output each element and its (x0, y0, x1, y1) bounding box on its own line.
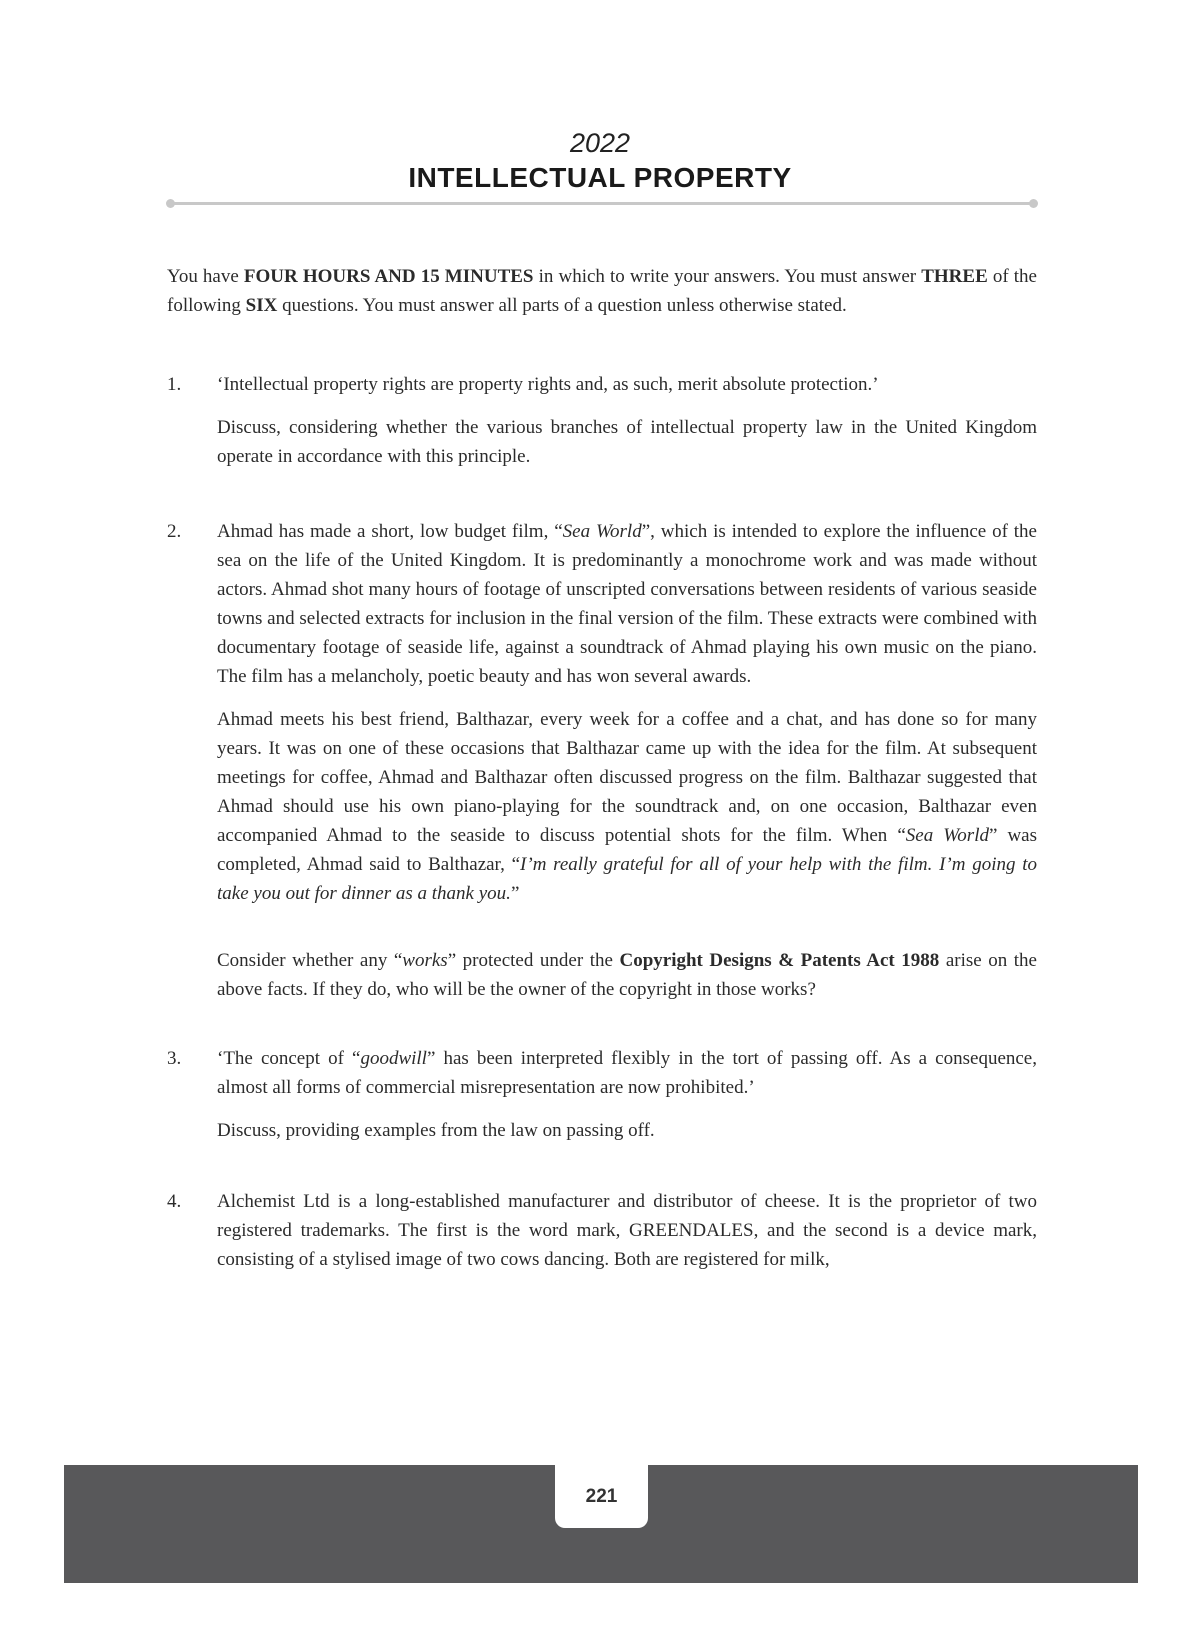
page-footer (64, 1465, 1138, 1583)
paragraph-text: ” protected under the (447, 950, 620, 971)
statute-name: Copyright Designs & Patents Act 1988 (619, 950, 940, 971)
exam-year: 2022 (569, 128, 631, 158)
divider-dot-right (1029, 199, 1038, 208)
question-number: 3. (167, 1048, 182, 1069)
paragraph-text: ”, which is intended to explore the influence of the sea on the life of the United Kingdom. It is predominantly a monochrome work and was made without actors. Ahmad shot many hours of footage of unscripted conversations between residents of various seaside towns and selected extracts for inclusion in the final version of the film. These extracts were combined with documentary footage of seaside life, against a soundtrack of Ahmad playing his own music on the piano. The film has a melancholy, poetic beauty and has won several awards. (217, 521, 1037, 687)
divider-dot-left (166, 199, 175, 208)
title-divider (169, 202, 1035, 205)
paragraph-text: ” was completed, Ahmad said to Balthazar, “ (217, 825, 1037, 875)
question-quote (217, 1044, 1037, 1102)
emphasis-term: works (402, 950, 448, 971)
paragraph-text: ” has been interpreted flexibly in the tort of passing off. As a consequence, almost all forms of commercial misrepresentation are now prohibited.’ (217, 1048, 1037, 1098)
paragraph-text: ‘The concept of “ (217, 1048, 361, 1069)
paragraph-text: Consider whether any “ (217, 950, 403, 971)
instructions-duration: FOUR HOURS AND 15 MINUTES (243, 266, 534, 287)
paragraph-text: arise on the above facts. If they do, who will be the owner of the copyright in those works? (217, 950, 1037, 1000)
question-paragraph (217, 517, 1037, 691)
instructions-total: SIX (245, 295, 278, 316)
paragraph-text: Ahmad meets his best friend, Balthazar, every week for a coffee and a chat, and has done so for many years. It was on one of these occasions that Balthazar came up with the idea for the film. At subsequent meetings for coffee, Ahmad and Balthazar often discussed progress on the film. Balthazar suggested that Ahmad should use his own piano-playing for the soundtrack and, on one occasion, Balthazar even accompanied Ahmad to the seaside to discuss potential shots for the film. When “ (217, 709, 1037, 846)
film-title: Sea World (905, 825, 989, 846)
question-1 (167, 370, 1037, 471)
page-title: INTELLECTUAL PROPERTY (408, 162, 792, 193)
question-paragraph (217, 705, 1037, 908)
question-3 (167, 1044, 1037, 1145)
instructions-count: THREE (921, 266, 988, 287)
question-number: 2. (167, 521, 182, 542)
instructions (167, 262, 1037, 320)
paragraph-text: Ahmad has made a short, low budget film, “ (217, 521, 563, 542)
question-2 (167, 517, 1037, 1004)
question-paragraph: Alchemist Ltd is a long-established manufacturer and distributor of cheese. It is the proprietor of two registered trademarks. The first is the word mark, GREENDALES, and the second is a device mark, consisting of a stylised image of two cows dancing. Both are registered for milk, (217, 1191, 1037, 1270)
question-number: 1. (167, 374, 182, 395)
instructions-text: You have (167, 266, 244, 287)
paragraph-text: ” (510, 883, 520, 904)
question-instruction: Discuss, considering whether the various branches of intellectual property law in the United Kingdom operate in accordance with this principle. (217, 417, 1037, 467)
emphasis-term: goodwill (360, 1048, 427, 1069)
exam-content (167, 262, 1037, 1274)
question-quote: ‘Intellectual property rights are property rights and, as such, merit absolute protection.’ (217, 374, 879, 395)
film-title: Sea World (562, 521, 642, 542)
question-4 (167, 1187, 1037, 1274)
question-number: 4. (167, 1191, 182, 1212)
instructions-text: in which to write your answers. You must answer (533, 266, 922, 287)
instructions-text: questions. You must answer all parts of a question unless otherwise stated. (277, 295, 847, 316)
question-instruction (217, 946, 1037, 1004)
page-number: 221 (555, 1465, 648, 1528)
question-instruction: Discuss, providing examples from the law on passing off. (217, 1120, 655, 1141)
quoted-speech: I’m really grateful for all of your help with the film. I’m going to take you out for dinner as a thank you. (217, 854, 1037, 904)
instructions-text: of the following (167, 266, 1037, 316)
